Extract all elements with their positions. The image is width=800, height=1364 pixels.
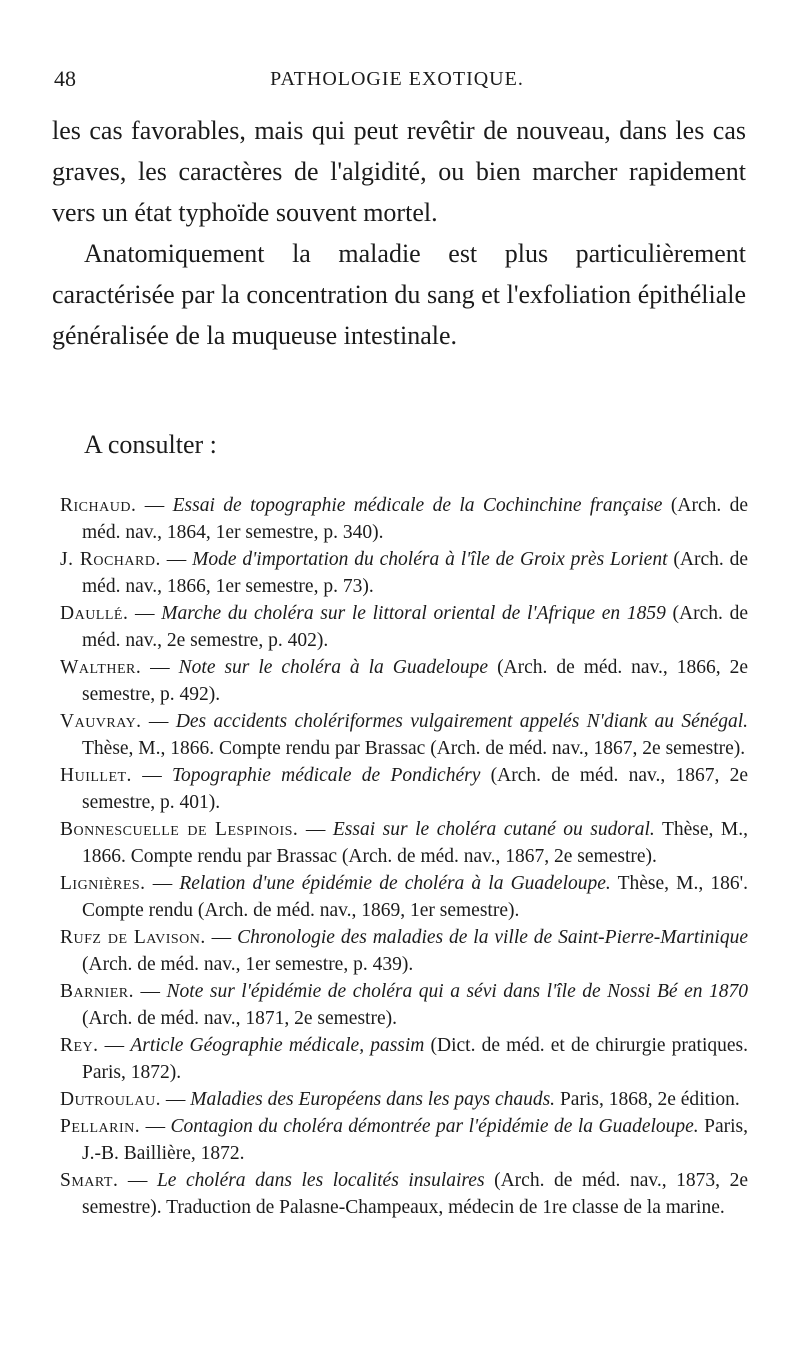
reference-author: Rey.: [60, 1035, 99, 1056]
reference-source: Paris, 1868, 2e édition.: [559, 1089, 740, 1110]
reference-source: (Arch. de méd. nav., 1871, 2e semestre).: [82, 1008, 397, 1029]
reference-author: Vauvray.: [60, 711, 142, 732]
reference-entry: Lignières. — Relation d'une épidémie de choléra à la Guadeloupe. Thèse, M., 186'. Compte rendu (Arch. de méd. nav., 1869, 1er semestre).: [60, 873, 748, 921]
reference-entry: Dutroulau. — Maladies des Européens dans les pays chauds. Paris, 1868, 2e édition.: [60, 1089, 740, 1110]
reference-entry: Rufz de Lavison. — Chronologie des maladies de la ville de Saint-Pierre-Martinique (Arch. de méd. nav., 1er semestre, p. 439).: [60, 927, 749, 975]
references-list: [60, 492, 748, 1221]
reference-title: Relation d'une épidémie de choléra à la Guadeloupe.: [179, 873, 611, 894]
body-text: [52, 110, 746, 356]
reference-title: Chronologie des maladies de la ville de Saint-Pierre-Martinique: [237, 927, 749, 948]
reference-author: Pellarin.: [60, 1116, 141, 1137]
page-header: [54, 66, 740, 106]
reference-author: Rufz de Lavison.: [60, 927, 206, 948]
reference-author: Richaud.: [60, 495, 137, 516]
reference-entry: Bonnescuelle de Lespinois. — Essai sur le choléra cutané ou sudoral. Thèse, M., 1866. Compte rendu par Brassac (Arch. de méd. nav., 1867, 2e semestre).: [60, 819, 749, 867]
reference-source: (Arch. de méd. nav., 1866, 2e semestre, p. 492).: [82, 657, 749, 705]
reference-title: Des accidents cholériformes vulgairement appelés N'diank au Sénégal.: [175, 711, 749, 732]
reference-entry: Smart. — Le choléra dans les localités insulaires (Arch. de méd. nav., 1873, 2e semestre). Traduction de Palasne-Champeaux, médecin de 1re classe de la marine.: [60, 1170, 749, 1218]
reference-title: Topographie médicale de Pondichéry: [171, 765, 481, 786]
reference-source: (Dict. de méd. et de chirurgie pratiques. Paris, 1872).: [82, 1035, 749, 1083]
reference-title: Note sur l'épidémie de choléra qui a sévi dans l'île de Nossi Bé en 1870: [166, 981, 749, 1002]
reference-entry: Vauvray. — Des accidents cholériformes vulgairement appelés N'diank au Sénégal. Thèse, M., 1866. Compte rendu par Brassac (Arch. de méd. nav., 1867, 2e semestre).: [60, 711, 749, 759]
reference-title: Essai sur le choléra cutané ou sudoral.: [332, 819, 655, 840]
reference-entry: Barnier. — Note sur l'épidémie de choléra qui a sévi dans l'île de Nossi Bé en 1870 (Arch. de méd. nav., 1871, 2e semestre).: [60, 981, 749, 1029]
body-paragraph: les cas favorables, mais qui peut revêtir de nouveau, dans les cas graves, les caractères de l'algidité, ou bien marcher rapidement vers un état typhoïde souvent mortel.: [52, 116, 746, 227]
reference-source: Thèse, M., 1866. Compte rendu par Brassac (Arch. de méd. nav., 1867, 2e semestre).: [82, 738, 746, 759]
reference-entry: Rey. — Article Géographie médicale, passim (Dict. de méd. et de chirurgie pratiques. Paris, 1872).: [60, 1035, 749, 1083]
body-paragraph: Anatomiquement la maladie est plus particulièrement caractérisée par la concentration du sang et l'exfoliation épithéliale généralisée de la muqueuse intestinale.: [52, 239, 746, 350]
reference-title: Essai de topographie médicale de la Cochinchine française: [172, 495, 663, 516]
reference-title: Marche du choléra sur le littoral oriental de l'Afrique en 1859: [161, 603, 666, 624]
reference-source: (Arch. de méd. nav., 1873, 2e semestre). Traduction de Palasne-Champeaux, médecin de 1re classe de la marine.: [82, 1170, 749, 1218]
reference-author: Dutroulau.: [60, 1089, 161, 1110]
reference-author: Barnier.: [60, 981, 134, 1002]
reference-author: Daullé.: [60, 603, 129, 624]
page-number: 48: [54, 66, 76, 91]
reference-source: (Arch. de méd. nav., 1er semestre, p. 439).: [82, 954, 414, 975]
reference-source: (Arch. de méd. nav., 1866, 1er semestre, p. 73).: [82, 549, 749, 597]
reference-source: Paris, J.-B. Baillière, 1872.: [82, 1116, 748, 1164]
reference-title: Le choléra dans les localités insulaires: [156, 1170, 485, 1191]
reference-entry: J. Rochard. — Mode d'importation du choléra à l'île de Groix près Lorient (Arch. de méd. nav., 1866, 1er semestre, p. 73).: [60, 549, 749, 597]
reference-title: Maladies des Européens dans les pays chauds.: [190, 1089, 556, 1110]
reference-source: (Arch. de méd. nav., 2e semestre, p. 402).: [82, 603, 748, 651]
running-title: PATHOLOGIE EXOTIQUE.: [270, 68, 524, 90]
reference-source: (Arch. de méd. nav., 1864, 1er semestre, p. 340).: [82, 495, 749, 543]
reference-title: Note sur le choléra à la Guadeloupe: [178, 657, 489, 678]
reference-author: Smart.: [60, 1170, 119, 1191]
reference-source: Thèse, M., 186'. Compte rendu (Arch. de méd. nav., 1869, 1er semestre).: [82, 873, 748, 921]
reference-entry: Walther. — Note sur le choléra à la Guadeloupe (Arch. de méd. nav., 1866, 2e semestre, p. 492).: [60, 657, 749, 705]
reference-entry: Huillet. — Topographie médicale de Pondichéry (Arch. de méd. nav., 1867, 2e semestre, p. 401).: [60, 765, 749, 813]
reference-title: Contagion du choléra démontrée par l'épidémie de la Guadeloupe.: [170, 1116, 699, 1137]
reference-entry: Daullé. — Marche du choléra sur le littoral oriental de l'Afrique en 1859 (Arch. de méd. nav., 2e semestre, p. 402).: [60, 603, 748, 651]
reference-title: Article Géographie médicale, passim: [130, 1035, 425, 1056]
reference-entry: Pellarin. — Contagion du choléra démontrée par l'épidémie de la Guadeloupe. Paris, J.-B. Baillière, 1872.: [60, 1116, 748, 1164]
reference-source: Thèse, M., 1866. Compte rendu par Brassac (Arch. de méd. nav., 1867, 2e semestre).: [82, 819, 749, 867]
reference-author: Walther.: [60, 657, 142, 678]
consult-heading: A consulter :: [84, 430, 217, 459]
reference-title: Mode d'importation du choléra à l'île de Groix près Lorient: [192, 549, 668, 570]
reference-author: Bonnescuelle de Lespinois.: [60, 819, 299, 840]
reference-entry: Richaud. — Essai de topographie médicale de la Cochinchine française (Arch. de méd. nav., 1864, 1er semestre, p. 340).: [60, 495, 749, 543]
reference-source: (Arch. de méd. nav., 1867, 2e semestre, p. 401).: [82, 765, 749, 813]
reference-author: Huillet.: [60, 765, 132, 786]
reference-author: Lignières.: [60, 873, 146, 894]
reference-author: J. Rochard.: [60, 549, 161, 570]
